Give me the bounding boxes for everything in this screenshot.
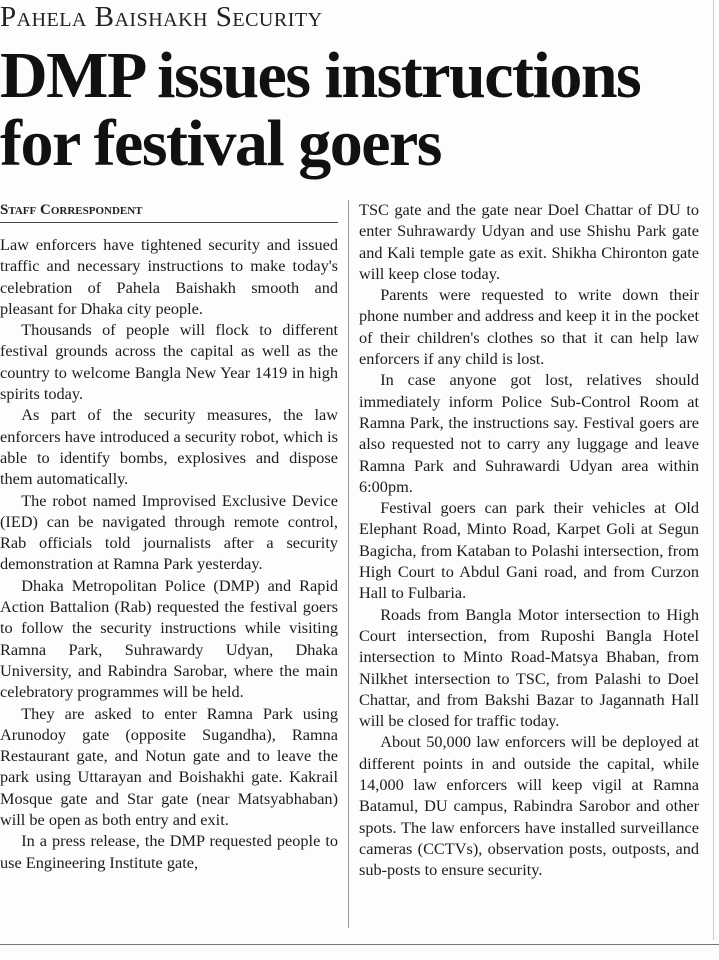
paragraph: Thousands of people will flock to different festival grounds across the capital as well as the country to welcome Bangla New Year 1419 in high spirits today. — [0, 320, 338, 404]
paragraph: TSC gate and the gate near Doel Chattar of DU to enter Suhrawardy Udyan and use Shishu Park gate and Kali temple gate as exit. Shikha Chironton gate will keep close today. — [359, 200, 699, 283]
page-edge — [713, 0, 714, 940]
paragraph: About 50,000 law enforcers will be deployed at different points in and outside the capital, while 14,000 law enforcers will keep vigil at Ramna Batamul, DU campus, Rabindra Sarobor and other spots. The law enforcers have installed surveillance cameras (CCTVs), observation posts, outposts, and sub-posts to ensure security. — [359, 732, 699, 880]
bottom-rule — [0, 944, 719, 945]
paragraph: In case anyone got lost, relatives should immediately inform Police Sub-Control Room at Ramna Park, the instructions say. Festival goers are also requested not to carry any luggage and leave Ramna Park and Suhrawardi Udyan area within 6:00pm. — [359, 370, 699, 496]
section-kicker: Pahela Baishakh Security — [0, 1, 323, 33]
article-column-right — [359, 199, 699, 881]
paragraph: Dhaka Metropolitan Police (DMP) and Rapid Action Battalion (Rab) requested the festival goers to follow the security instructions while visiting Ramna Park, Suhrawardy Udyan, Dhaka University, and Rabindra Sarobar, where the main celebratory programmes will be held. — [0, 575, 338, 702]
paragraph: Law enforcers have tightened security and issued traffic and necessary instructions to make today's celebration of Pahela Baishakh smooth and pleasant for Dhaka city people. — [0, 235, 338, 318]
paragraph: Parents were requested to write down their phone number and address and keep it in the pocket of their children's clothes so that it can help law enforcers if any child is lost. — [359, 285, 699, 369]
paragraph: They are asked to enter Ramna Park using Arunodoy gate (opposite Sugandha), Ramna Restaurant gate, and Notun gate and to leave the park using Uttarayan and Boishakhi gate. Kakrail Mosque gate and Star gate (near Matsyabhaban) will be open as both entry and exit. — [0, 703, 338, 830]
column-divider — [348, 200, 349, 928]
article-column-left — [0, 234, 338, 873]
article-headline: DMP issues instructions for festival goers — [0, 39, 641, 180]
paragraph: In a press release, the DMP requested people to use Engineering Institute gate, — [0, 831, 338, 872]
paragraph: As part of the security measures, the law enforcers have introduced a security robot, which is able to identify bombs, explosives and dispose them automatically. — [0, 405, 338, 489]
paragraph: The robot named Improvised Exclusive Device (IED) can be navigated through remote control, Rab officials told journalists after a security demonstration at Ramna Park yesterday. — [0, 490, 338, 574]
paragraph: Roads from Bangla Motor intersection to High Court intersection, from Ruposhi Bangla Hotel intersection to Minto Road-Matsya Bhaban, from Nilkhet intersection to TSC, from Palashi to Doel Chattar, and from Bakshi Bazar to Jagannath Hall will be closed for traffic today. — [359, 604, 699, 731]
paragraph: Festival goers can park their vehicles at Old Elephant Road, Minto Road, Karpet Goli at Segun Bagicha, from Kataban to Polashi intersection, from High Court to Abdul Gani road, and from Curzon Hall to Fulbaria. — [359, 498, 700, 603]
byline: Staff Correspondent — [0, 200, 338, 223]
